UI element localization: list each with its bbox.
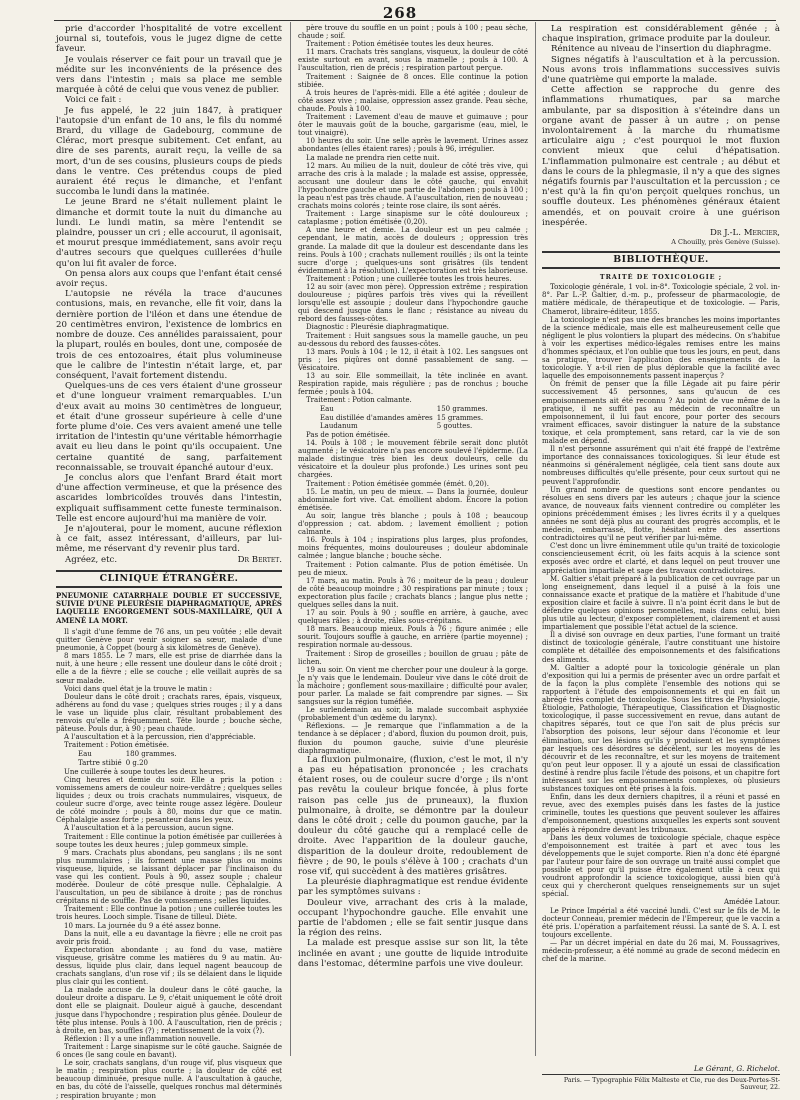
case-title: PNEUMONIE CATARRHALE DOUBLE ET SUCCESSIVE, SUIVIE D'UNE PLEURÉSIE DIAPHRAGMATIQUE, APRÈS LAQUELLE ENGORGEMENT SOUS-MAXILLAIRE, QUI A AMENÉ LA MORT. (56, 590, 282, 625)
prescription-row (320, 405, 492, 413)
paragraph: Le soir, crachats sanglans, d'un rouge vif, plus visqueux que le matin ; respiration plus courte ; la douleur de côté est beaucoup diminuée, presque nulle. A l'auscultation à gauche, en bas, du côté de l'aisselle, quelques ronchus mal déterminés ; respiration bruyante ; mon (56, 1059, 282, 1100)
paragraph: Voici dans quel état je la trouve le matin : (64, 684, 212, 693)
prescription-row (78, 750, 181, 758)
paragraph: Il s'agit d'une femme de 76 ans, un peu voûtée ; elle devait quitter Genève pour venir soigner sa sœur, malade d'une pneumonie, à Coppet (bourg à six kilomètres de Genève). (56, 627, 282, 653)
paragraph: Expectoration abondante ; au fond du vase, matière visqueuse, grisâtre comme les matières du 9 au matin. Au-dessus, liquide plus clair, dans lequel nagent beaucoup de crachats sanglans, d'un rose vif ; ils se délaient dans le liquide plus clair qui les contient. (56, 945, 282, 987)
paragraph: Traitement : Potion émétisée. (64, 741, 170, 750)
paragraph: Un grand nombre de questions sont encore pendantes ou résolues en sens divers par les auteurs ; chaque jour la science avance, de nouveaux faits viennent contredire ou compléter les opinions précédemment émises ; les livres écrits il y a quelques années ne sont déjà plus au courant des progrès accomplis, et le médecin, embarrassé, flotte, hésitant entre des assertions contradictoires qu'il ne peut vérifier par lui-même. (542, 485, 780, 543)
paragraph: père trouve du souffle en un point ; pouls à 100 ; peau sèche, chaude ; soif. (298, 24, 528, 41)
closing: Agréez, etc. (65, 554, 118, 565)
quantity: 150 grammes. (436, 405, 488, 414)
paragraph: La toxicologie n'est pas une des branches les moins importantes de la science médicale, mais elle est malheureusement celle que négligent le plus volontiers la plupart des médecins. On s'habitue à voir les expertises médico-légales remises entre les mains d'hommes spéciaux, et l'on oublie que tous les jours, en peut, dans sa pratique, trouver l'application des enseignements de la toxicologie. Y a-t-il rien de plus déplorable que la facilité avec laquelle des empoisonnements passent inaperçus ? (542, 315, 780, 381)
paragraph: Traitement : Sirop de groseilles ; bouillon de gruau ; pâte de lichen. (298, 649, 528, 666)
paragraph: 10 mars. La journée du 9 a été assez bonne. (64, 921, 221, 930)
paragraph: Traitement : Lavement d'eau de mauve et guimauve ; pour ôter le mauvais goût de la bouche, gargarisme (eau, miel, le tout vinaigré). (298, 113, 528, 138)
paragraph: A l'auscultation et à la percussion, aucun signe. (64, 824, 234, 833)
paragraph: Traitement : Elle continue la potion ; une cuillerée toutes les trois heures. Looch simple. Tisane de tilleul. Diète. (56, 905, 282, 922)
paragraph: Il n'est personne assurément qui n'ait été frappé de l'extrême importance des connaissances toxicologiques. Si leur étude est néanmoins si généralement négligée, cela tient sans doute aux nombreuses difficultés qu'elle présente, pour ceux surtout qui ne peuvent l'approfondir. (542, 445, 780, 486)
review-signature: Amédée Latour. (724, 898, 780, 907)
paragraph: Traitement : Potion émétisée toutes les deux heures. (306, 40, 494, 49)
subsection-title: TRAITÉ DE TOXICOLOGIE ; (599, 273, 723, 282)
quantity: 15 grammes. (436, 413, 484, 422)
prescription-2 (320, 405, 492, 430)
page-number: 268 (382, 4, 418, 22)
paragraph: 10 heures du soir. Une selle après le lavement. Urines assez abondantes (elles étaient rares) ; pouls à 96, irrégulier. (298, 137, 528, 154)
paragraph: Traitement : Potion émétisée gommée (émét. 0,20). (306, 479, 489, 488)
paragraph: Je fus appelé, le 22 juin 1847, à pratiquer l'autopsie d'un enfant de 10 ans, le fils du nommé Brard, du village de Gadebourg, commune de Clérac, mort presque subitement. Cet enfant, au dire de ses parents, aurait reçu, la veille de sa mort, d'un de ses cousins, plusieurs coups de pieds dans le ventre. Ces prétendus coups de pied auraient été reçus le dimanche, et l'enfant succomba le lundi dans la matinée. (56, 105, 282, 198)
ingredient: Eau (320, 405, 334, 414)
paragraph: La malade ne prendra rien cette nuit. (306, 153, 440, 162)
paragraph: Diagnostic : Pleurésie diaphragmatique. (306, 323, 449, 332)
paragraph: Je n'ajouterai, pour le moment, aucune réflexion à ce fait, assez intéressant, d'ailleurs, par lui-même, me réservant d'y revenir plus tard. (56, 523, 282, 555)
paragraph: 15. Le matin, un peu de mieux. — Dans la journée, douleur abdominale fort vive. Cat. émollient abdom. Encore la potion émétisée. (298, 487, 528, 512)
paragraph: C'est donc un livre éminemment utile qu'un traité de toxicologie consciencieusement écrit, où les faits acquis à la science sont exposés avec ordre et clarté, et dans lequel on peut trouver une appréciation impartiale et sage des travaux contradictoires. (542, 542, 780, 575)
letter-signoff (56, 555, 282, 565)
paragraph: A l'auscultation et à la percussion, rien d'appréciable. (64, 733, 256, 742)
quantity: 0 g.20 (125, 758, 148, 767)
paragraph: La respiration est considérablement gênée ; à chaque inspiration, grimace produite par la douleur. (542, 24, 780, 45)
paragraph: Pas de potion émétisée. (306, 431, 391, 440)
paragraph: Je voulais réserver ce fait pour un travail que je médite sur les inconvénients de la présence des vers dans l'intestin ; mais sa place me semble marquée à côté de celui que vous venez de publier. (56, 54, 282, 96)
column-1 (56, 24, 282, 1100)
prescription-row (320, 414, 492, 422)
paragraph: Traitement : Large sinapisme sur le côté douloureux ; cataplasme ; potion émétisée (0,20). (298, 210, 528, 227)
paragraph: L'autopsie ne révéla la trace d'aucunes contusions, mais, en revanche, elle fit voir, dans la dernière portion de l'iléon et dans une étendue de 20 centimètres environ, l'existence de lombrics en nombre de douze. Ces annélides paraissaient, pour la plupart, roulés en boules, dont une, composée de trois de ces entozoaires, était plus volumineuse que le calibre de l'intestin n'était large, et, par conséquent, l'avait fortement distendu. (56, 289, 282, 381)
paragraph: Voici ce fait : (65, 95, 122, 106)
paragraph: Traitement : Potion calmante. (306, 396, 412, 405)
paragraph: Quelques-uns de ces vers étaient d'une grosseur et d'une longueur vraiment remarquables. L'un d'eux avait au moins 30 centimètres de longueur, et était d'une grosseur supérieure à celle d'une forte plume d'oie. Ces vers avaient amené une telle irritation de l'intestin qu'une véritable hémorrhagie avait eu lieu dans le point qu'ils occupaient. Une certaine quantité de sang, parfaitement reconnaissable, se trouvait épanché autour d'eux. (56, 381, 282, 473)
paragraph: 17 au soir. Pouls à 90 ; souffle en arrière, à gauche, avec quelques râles ; à droite, râles sous-crépitans. (298, 609, 528, 626)
paragraph: 13 mars. Pouls à 104 ; le 12, il était à 102. Les sangsues ont pris ; les piqûres ont donné passablement de sang. — Vésicatoire. (298, 347, 528, 372)
ingredient: Tartre stibié (78, 758, 122, 767)
paragraph: 16. Pouls à 104 ; inspirations plus larges, plus profondes, moins fréquentes, moins douloureuses ; douleur abdominale calmée ; langue blanche ; bouche sèche. (298, 536, 528, 561)
paragraph: 8 mars 1855. Le 7 mars, elle est prise de diarrhée dans la nuit, à une heure ; elle ressent une douleur dans le côté droit ; elle a de la fièvre ; elle se couche ; elle veillait auprès de sa sœur malade. (56, 652, 282, 685)
quantity: 5 gouttes. (436, 421, 473, 430)
paragraph: Traitement : Large sinapisme sur le côté gauche. Saignée de 6 onces (le sang coule en bavant). (56, 1042, 282, 1060)
paragraph: Une cuillerée à soupe toutes les deux heures. (64, 767, 226, 776)
column-3 (542, 24, 780, 1054)
paragraph: Douleur vive, arrachant des cris à la malade, occupant l'hypochondre gauche. Elle envahit une partie de l'abdomen ; elle se fait sentir jusque dans la région des reins. (298, 897, 528, 939)
quantity: 180 grammes. (125, 750, 177, 759)
paragraph: Réflexion : Il y a une inflammation nouvelle. (64, 1034, 221, 1043)
ingredient: Laudanum (320, 421, 358, 430)
signature: Dr Bertet. (237, 554, 282, 565)
paragraph: M. Galtier s'était préparé à la publication de cet ouvrage par un long enseignement, dans lequel il a puisé à la fois une connaissance exacte et pratique de la matière et l'habitude d'une exposition claire et facile à suivre. Il n'a point écrit dans le but de défendre quelques opinions personnelles, mais dans celui, bien plus utile au lecteur, d'exposer complètement, clairement et aussi impartialement que possible l'état actuel de la science. (542, 574, 780, 632)
paragraph: Traitement : Potion calmante. Plus de potion émétisée. Un peu de mieux. (298, 560, 528, 577)
paragraph: Dans la nuit, elle a eu davantage la fièvre ; elle ne croit pas avoir pris froid. (56, 929, 282, 946)
paragraph: Cette affection se rapproche du genre des inflammations rhumatiques, par sa marche ambulante, par sa disposition à s'éteindre dans un organe avant de passer à un autre ; on pense involontairement à la marche du rhumatisme articulaire aigu ; c'est pourquoi le mot fluxion convient mieux que celui d'hépatisation. L'inflammation pulmonaire est centrale ; au début et dans le cours de la phlegmasie, il n'y a que des signes négatifs fournis par l'auscultation et la percussion ; ce n'est qu'à la fin qu'on perçoit quelques ronchus, un souffle douteux. Les phénomènes généraux étaient amendés, et on pouvait croire à une guérison inespérée. (542, 85, 780, 228)
bibliographic-entry: Toxicologie générale, 1 vol. in-8°. Toxicologie spéciale, 2 vol. in-8°. Par L.-P. Galtier, d.-m. p., professeur de pharmacologie, de matière médicale, de thérapeutique et de toxicologie. — Paris, Chamerot, libraire-éditeur, 1855. (542, 283, 780, 316)
paragraph: La pleurésie diaphragmatique est rendue évidente par les symptômes suivans : (298, 877, 528, 898)
paragraph: On pensa alors aux coups que l'enfant était censé avoir reçus. (56, 268, 282, 290)
paragraph: La malade est presque assise sur son lit, la tête inclinée en avant ; une goutte de liquide introduite dans l'estomac, détermine parfois une vive douleur. (298, 938, 528, 969)
paragraph: Rénitence au niveau de l'insertion du diaphragme. (551, 44, 772, 55)
paragraph: 19 au soir. On vient me chercher pour une douleur à la gorge. Je n'y vais que le lendemain. Douleur vive dans le côté droit de la mâchoire ; gonflement sous-maxillaire ; difficulté pour avaler, pour parler. La malade se fait comprendre par signes. — Six sangsues sur la région tuméfiée. (298, 665, 528, 707)
imprint: Paris. — Typographie Félix Malteste et Cie, rue des Deux-Portes-St-Sauveur, 22. (563, 1077, 780, 1091)
paragraph: La malade accuse de la douleur dans le côté gauche, la douleur droite a disparu. Le 9, c'était uniquement le côté droit dont elle se plaignait. Douleur aiguë à gauche, descendant jusque dans l'hypochondre ; respiration plus gênée. Douleur de tête plus intense. Pouls à 100. A l'auscultation, rien de précis ; à droite, en bas, souffles (?) ; retentissement de la voix (?). (56, 986, 282, 1035)
paragraph: 13 au soir. Elle sommeillait, la tête inclinée en avant. Respiration rapide, mais régulière ; pas de ronchus ; bouche fermée ; pouls à 104. (298, 372, 528, 397)
signature-location: A Chouilly, près Genève (Suisse). (671, 238, 780, 247)
paragraph: Traitement : Potion ; une cuillerée toutes les trois heures. (306, 274, 512, 283)
paragraph: Douleur dans le côté droit ; crachats rares, épais, visqueux, adhérens au fond du vase ; quelques stries rouges ; il y a dans le vase un liquide plus clair, résultant probablement des renvois qu'elle a fréquemment. Tête lourde ; bouche sèche, pâteuse. Pouls dur, à 90 ; peau chaude. (56, 692, 282, 734)
prescription-1 (78, 750, 181, 766)
paragraph: A une heure et demie. La douleur est un peu calmée ; cependant, le matin, accès de douleurs ; oppression très grande. La malade dit que la douleur est descendante dans les reins. Pouls à 100 ; crachats nullement rouillés ; ils ont la teinte sucre d'orge ; quelques-uns sont grisâtres (ils tendent évidemment à la résolution). L'expectoration est très laborieuse. (298, 226, 528, 275)
paragraph: A trois heures de l'après-midi. Elle a été agitée ; douleur de côté assez vive ; malaise, oppression assez grande. Peau sèche, chaude. Pouls à 100. (298, 88, 528, 113)
paragraph: Cinq heures et demie du soir. Elle a pris la potion : vomissemens amers de couleur noire-verdâtre ; quelques selles liquides ; deux ou trois crachats nummulaires, visqueux, de couleur sucre d'orge, avec teinte rouge assez légère. Douleur de côté moindre ; pouls à 80, moins dur que ce matin. Céphalalgie assez forte ; pesanteur dans les yeux. (56, 775, 282, 825)
paragraph: La fluxion pulmonaire, (fluxion, c'est le mot, il n'y a pas eu hépatisation prononcée ; les crachats étaient roses, ou de couleur sucre d'orge ; ils n'ont pas revêtu la couleur brique foncée, à plus forte raison pas celle jus de pruneaux), la fluxion pulmonaire, à droite, se démontre par la douleur dans le côté droit ; celle du poumon gauche, par la douleur du côté gauche qui a remplacé celle de droite. Avec l'apparition de la douleur gauche, disparition de la douleur droite, redoublement de fièvre ; de 90, le pouls s'élève à 100 ; crachats d'un rose vif, qui succèdent à des matières grisâtres. (298, 754, 528, 877)
column-2 (298, 24, 528, 1088)
paragraph: On frémit de penser que la fille Lègade ait pu faire périr successivement 45 personnes, sans qu'aucun de ces empoisonnements ait été reconnu ? Au point de vue même de la pratique, il ne suffit pas au médecin de reconnaître un empoisonnement, il lui faut encore, pour porter des secours vraiment efficaces, savoir distinguer la nature de la substance toxique, et cela promptement, sans retard, car la vie de son malade en dépend. (542, 380, 780, 446)
paragraph: 17 mars, au matin. Pouls à 76 ; moiteur de la peau ; douleur de côté beaucoup moindre ; 30 respirations par minute ; toux ; expectoration plus facile ; crachats blancs ; langue plus nette ; quelques selles dans la nuit. (298, 576, 528, 609)
paragraph: Il a divisé son ouvrage en deux parties, l'une formant un traité distinct de toxicologie générale, l'autre constituant une histoire complète et détaillée des empoisonnements et des falsifications des aliments. (542, 631, 780, 664)
paragraph: Enfin, dans les deux derniers chapitres, il a réuni et passé en revue, avec des exemples puisés dans les fastes de la justice criminelle, toutes les questions que peuvent soulever les affaires d'empoisonnement, questions auxquelles les experts sont souvent appelés à répondre devant les tribunaux. (542, 793, 780, 834)
paragraph: Je conclus alors que l'enfant Brard était mort d'une affection vermineuse, et que la présence des ascarides lombricoïdes trouvés dans l'intestin, expliquait suffisamment cette funeste terminaison. Telle est encore aujourd'hui ma manière de voir. (56, 472, 282, 524)
signature: Dr J.-L. Mercier, (709, 228, 780, 239)
paragraph: 11 mars. Crachats très sanglans, visqueux, la douleur de côté existe surtout en avant, sous la mamelle ; pouls à 100. A l'auscultation, rien de précis ; respiration partout perçue. (298, 48, 528, 73)
section-title-bibliotheque: BIBLIOTHÈQUE. (542, 251, 780, 269)
paragraph: Le surlendemain au soir, la malade succombait asphyxiée (probablement d'un œdème du larynx). (298, 706, 528, 723)
section-title-clinique: CLINIQUE ÉTRANGÈRE. (56, 570, 282, 588)
paragraph: Réflexions. — Je remarque que l'inflammation a de la tendance à se déplacer ; d'abord, fluxion du poumon droit, puis, fluxion du poumon gauche, suivie d'une pleurésie diaphragmatique. (298, 722, 528, 755)
paragraph: Au soir, langue très blanche ; pouls à 108 ; beaucoup d'oppression ; cat. abdom. ; lavement émollient ; potion calmante. (298, 511, 528, 537)
paragraph: 12 mars. Au milieu de la nuit, douleur de côté très vive, qui arrache des cris à la malade ; la malade est assise, oppressée, accusant une douleur dans le côté gauche, qui envahit l'hypochondre gauche et une partie de l'abdomen ; pouls à 100 ; la peau n'est pas très chaude. A l'auscultation, rien de nouveau ; crachats moins colorés ; teinte rose claire, ils sont aérés. (298, 161, 528, 211)
paragraph: 9 mars. Crachats plus abondans, peu sanglans ; ils ne sont plus nummulaires ; ils forment une masse plus ou moins visqueuse, liquide, se laissant déplacer par l'inclinaison du vase qui les contient. Pouls à 90, assez souple ; chaleur modérée. Douleur de côté presque nulle. Céphalalgie. A l'auscultation, un peu de sibilance à droite ; pas de ronchus crépitans ni de souffle. Pas de vomissemens ; selles liquides. (56, 848, 282, 906)
ingredient: Eau distillée d'amandes amères (320, 413, 433, 422)
paragraph: 14. Pouls à 108 ; le mouvement fébrile serait donc plutôt augmenté ; le vésicatoire n'a pas encore soulevé l'épiderme. (La malade distingue très bien les deux douleurs, celle du vésicatoire et la douleur plus profonde.) Les urines sont peu chargées. (298, 439, 528, 480)
manager-line: Le Gérant, G. Richelot. (542, 1064, 780, 1075)
prescription-row (78, 759, 181, 767)
paragraph: 12 au soir (avec mon père). Oppression extrême ; respiration douloureuse ; piqûres parfois très vives qui la réveillent lorsqu'elle est assoupie ; douleur dans l'hypochondre gauche qui descend jusque dans le flanc ; résistance au niveau du rebord des fausses-côtes. (298, 283, 528, 324)
paragraph: Dans les deux volumes de toxicologie spéciale, chaque espèce d'empoisonnement est traitée à part et avec tous les développements que le sujet comporte. Rien n'a donc été épargné par l'auteur pour faire de son ouvrage un traité aussi complet que possible et pour qu'il puisse être également utile à ceux qui voudront approfondir la science toxicologique, aussi bien qu'à ceux qui y chercheront quelques renseignements sur un sujet spécial. (542, 833, 780, 899)
paragraph: — Par un décret impérial en date du 26 mai, M. Foussagrives, médecin-professeur, a été nommé au grade de second médecin en chef de la marine. (542, 938, 780, 964)
top-rule (54, 20, 776, 21)
prescription-row (320, 422, 492, 430)
paragraph: prie d'accorder l'hospitalité de votre excellent journal si, toutefois, vous le jugez digne de cette faveur. (56, 24, 282, 55)
paragraph: Le jeune Brard ne s'était nullement plaint le dimanche et dormit toute la nuit du dimanche au lundi. Le lundi matin, sa mère l'entendit se plaindre, pousser un cri ; elle accourut, il agonisait, et mourut presque immédiatement, sans avoir reçu d'autres secours que quelques cuillerées d'huile qu'on lui fit avaler de force. (56, 197, 282, 269)
ingredient: Eau (78, 750, 92, 759)
paragraph: Signes négatifs à l'auscultation et à la percussion. Nous avons trois inflammations successives suivis d'une quatrième qui emporte la malade. (542, 54, 780, 86)
paragraph: Traitement : Elle continue la potion émétisée par cuillerées à soupe toutes les deux heures ; julep gommeux simple. (56, 832, 282, 849)
paragraph: 18 mars. Beaucoup mieux. Pouls à 76 ; figure animée ; elle sourit. Toujours souffle à gauche, en arrière (partie moyenne) ; respiration normale au-dessous. (298, 625, 528, 650)
column-divider-2 (535, 22, 536, 1056)
paragraph: M. Galtier a adopté pour la toxicologie générale un plan d'exposition qui lui a permis de présenter avec un ordre parfait et de la façon la plus complète l'ensemble des notions qui se rapportent à l'étude des empoisonnements et qui en fait un abrégé très complet de toxicologie. Sous les titres de Physiologie, Étiologie, Pathologie, Thérapeutique, Classification et Diagnostic toxicologique, il passe successivement en revue, dans autant de chapitres séparés, tout ce que l'on sait de plus précis sur l'absorption des poisons, leur séjour dans l'économie et leur élimination, sur les lésions qu'ils y produisent et les symptômes par lesquels ces désordres se décèlent, sur les moyens de les découvrir et de les reconnaître, et sur les moyens de traitement qu'on peut leur opposer. Il y a ajouté un essai de classification destiné à rendre plus facile l'étude des poisons, et un chapitre fort intéressant sur les empoisonnements complexes, où plusieurs substances toxiques ont été prises à la fois. (542, 663, 780, 794)
paragraph: Traitement : Huit sangsues sous la mamelle gauche, un peu au-dessous du rebord des fausses-côtes. (298, 331, 528, 348)
paragraph: Traitement : Saignée de 8 onces. Elle continue la potion stibiée. (298, 72, 528, 89)
paragraph: Le Prince Impérial a été vacciné lundi. C'est sur le fils de M. le docteur Conneau, premier médecin de l'Empereur, que le vaccin a été pris. L'opération a parfaitement réussi. La santé de S. A. I. est toujours excellente. (542, 906, 780, 939)
column-divider-1 (290, 22, 291, 1056)
